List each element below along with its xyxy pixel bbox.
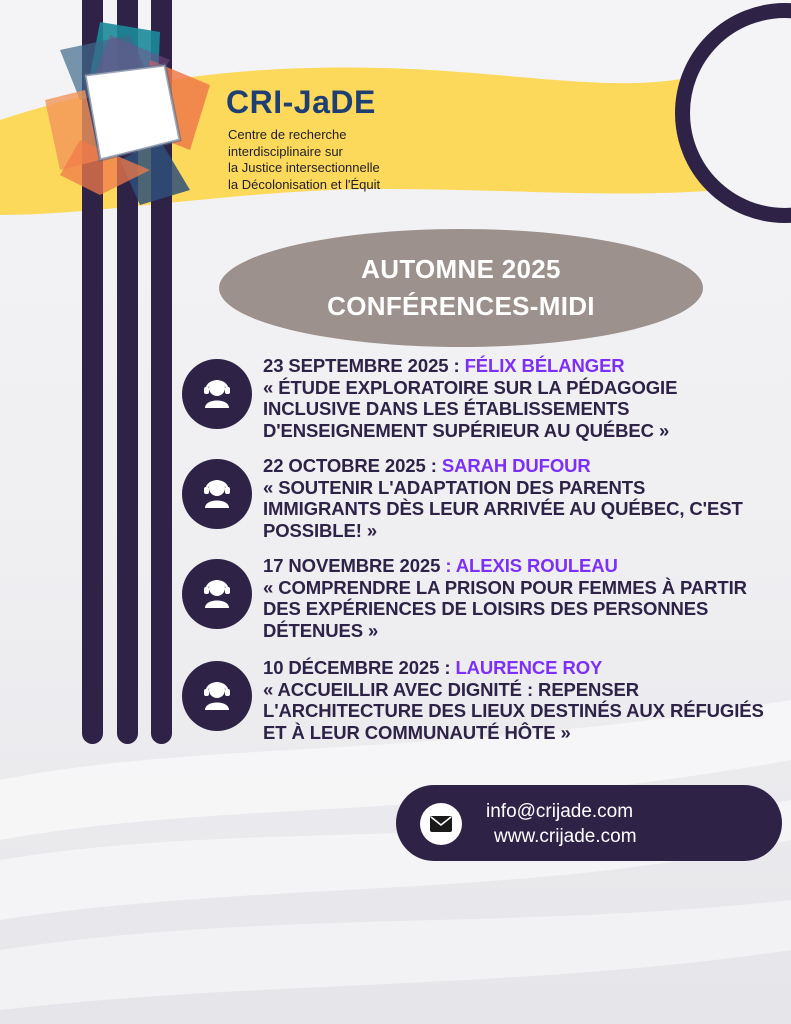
talk-title-line: D'ENSEIGNEMENT SUPÉRIEUR AU QUÉBEC »	[263, 419, 670, 441]
page-title-line-2: CONFÉRENCES-MIDI	[327, 291, 595, 321]
talk-date: 23 SEPTEMBRE 2025 :	[263, 355, 465, 376]
talk-speaker: SARAH DUFOUR	[441, 455, 591, 476]
talk-title-line: DÉTENUES »	[263, 619, 379, 641]
talk-title-line: POSSIBLE! »	[263, 519, 378, 541]
support-agent-icon	[182, 459, 252, 529]
talk-title-line: ET À LEUR COMMUNAUTÉ HÔTE »	[263, 721, 571, 743]
page-title-banner	[219, 229, 703, 347]
support-agent-icon	[182, 359, 252, 429]
brand-subtitle-line: Centre de recherche	[228, 127, 347, 142]
talk-title-line: « SOUTENIR L'ADAPTATION DES PARENTS	[263, 476, 646, 498]
logo-emblem	[40, 20, 215, 205]
support-agent-icon	[182, 661, 252, 731]
brand-subtitle-line: la Décolonisation et l'Équit	[228, 176, 381, 192]
envelope-icon	[420, 803, 462, 845]
talk-title-line: IMMIGRANTS DÈS LEUR ARRIVÉE AU QUÉBEC, C'EST	[263, 498, 743, 519]
talk-title-line: DES EXPÉRIENCES DE LOISIRS DES PERSONNES	[263, 598, 709, 619]
talk-date: 22 OCTOBRE 2025 :	[263, 455, 442, 476]
talk-title-line: « ACCUEILLIR AVEC DIGNITÉ : REPENSER	[263, 678, 640, 700]
talk-speaker: LAURENCE ROY	[455, 657, 603, 678]
talk-title-line: « ÉTUDE EXPLORATOIRE SUR LA PÉDAGOGIE	[263, 376, 678, 398]
talk-title-line: INCLUSIVE DANS LES ÉTABLISSEMENTS	[263, 398, 630, 419]
page-title-line-1: AUTOMNE 2025	[361, 254, 561, 284]
talk-speaker: FÉLIX BÉLANGER	[464, 355, 625, 376]
talk-speaker: : ALEXIS ROULEAU	[445, 555, 618, 576]
talk-date: 17 NOVEMBRE 2025	[263, 555, 446, 576]
brand-subtitle	[228, 127, 380, 193]
support-agent-icon	[182, 559, 252, 629]
brand-subtitle-line: la Justice intersectionnelle	[228, 160, 380, 175]
talk-title-line: L'ARCHITECTURE DES LIEUX DESTINÉS AUX RÉFUGIÉS	[263, 700, 764, 721]
contact-website[interactable]: www.crijade.com	[494, 826, 637, 847]
contact-email[interactable]: info@crijade.com	[486, 801, 634, 822]
talk-title-line: « COMPRENDRE LA PRISON POUR FEMMES À PARTIR	[263, 576, 747, 598]
brand-subtitle-line: interdisciplinaire sur	[228, 143, 343, 159]
brand-name: CRI-JaDE	[226, 84, 376, 120]
talk-date: 10 DÉCEMBRE 2025 :	[263, 657, 456, 678]
contact-pill	[396, 785, 782, 861]
